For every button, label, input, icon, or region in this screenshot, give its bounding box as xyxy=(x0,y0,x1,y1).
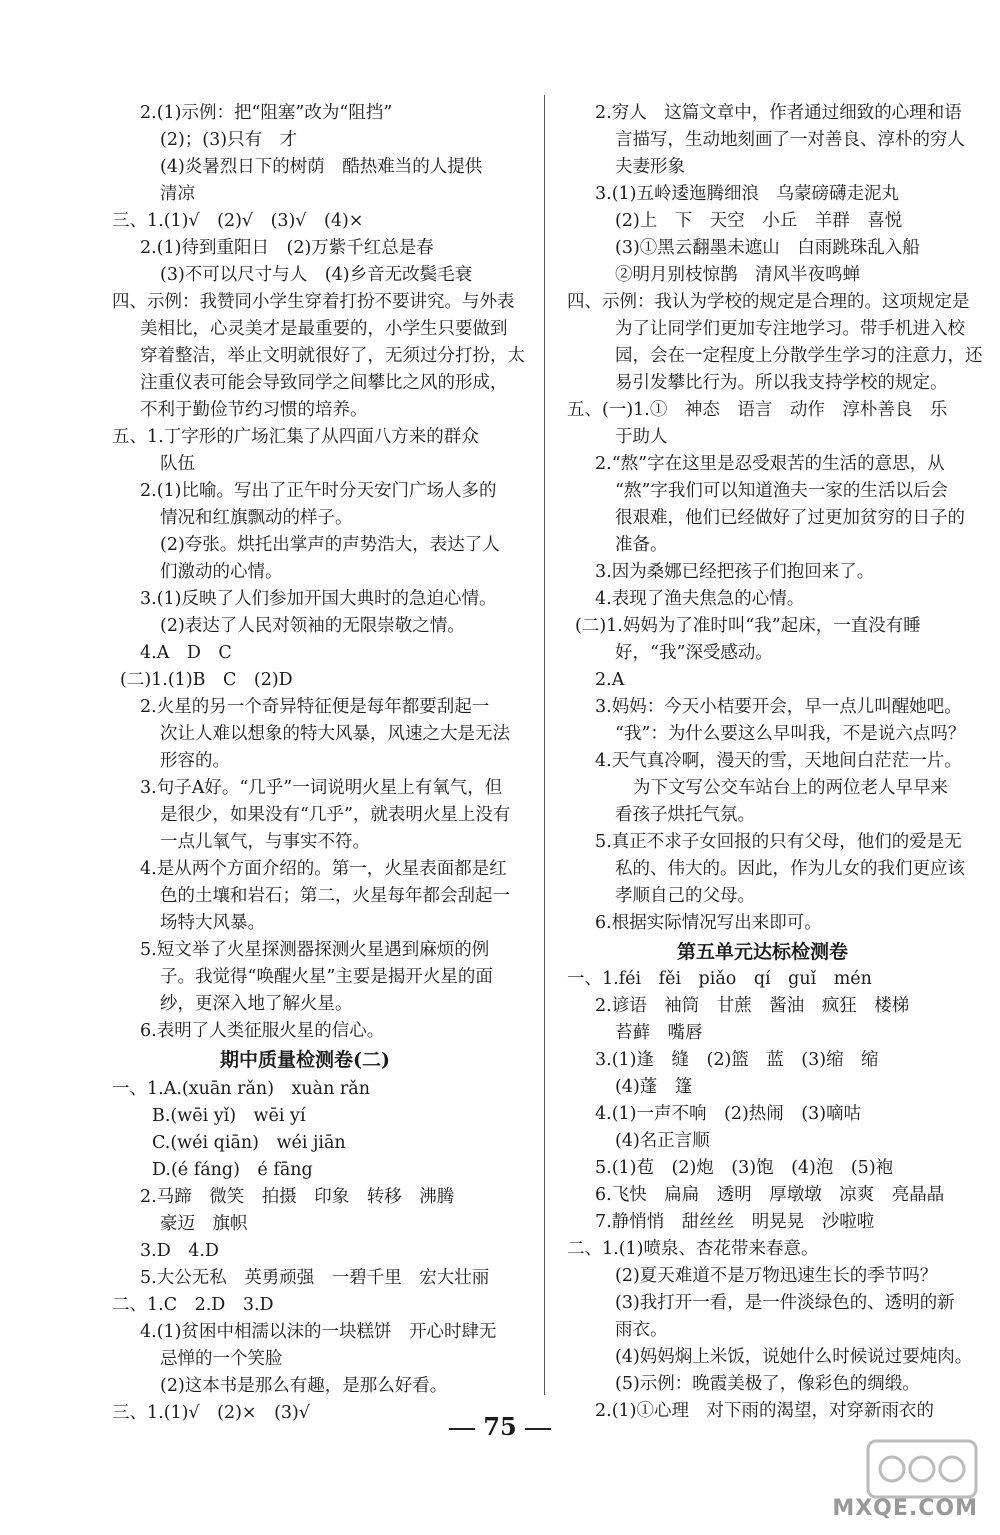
text-line: 园，会在一定程度上分散学生学习的注意力，还 xyxy=(615,346,983,366)
text-line: 四、示例：我赞同小学生穿着打扮不要讲究。与外表 xyxy=(112,292,515,312)
text-line: 2.“熬”字在这里是忍受艰苦的生活的意思，从 xyxy=(595,454,945,474)
text-line: 豪迈 旗帜 xyxy=(160,1214,248,1234)
text-line: B.(wēi yǐ) wēi yí xyxy=(152,1106,306,1126)
text-line: 易引发攀比行为。所以我支持学校的规定。 xyxy=(615,373,948,393)
text-line: D.(é fáng) é fāng xyxy=(152,1160,313,1180)
text-line: 为下文写公交车站台上的两位老人早早来 xyxy=(633,778,948,798)
text-line: 为了让同学们更加专注地学习。带手机进入校 xyxy=(615,319,965,339)
text-line: 五、(一)1.① 神态 语言 动作 淳朴善良 乐 xyxy=(567,400,948,420)
text-line: 6.表明了人类征服火星的信心。 xyxy=(140,1021,385,1041)
text-line: 2.火星的另一个奇异特征便是每年都要刮起一 xyxy=(140,697,490,717)
text-line: 2.(1)①心理 对下雨的渴望，对穿新雨衣的 xyxy=(595,1401,934,1421)
text-line: ②明月别枝惊鹊 清风半夜鸣蝉 xyxy=(615,265,860,285)
text-line: (4)炎暑烈日下的树荫 酷热难当的人提供 xyxy=(160,157,483,177)
text-line: 2.谚语 袖筒 甘蔗 酱油 疯狂 楼梯 xyxy=(595,996,910,1016)
text-line: 美相比，心灵美才是最重要的，小学生只要做到 xyxy=(140,319,508,339)
text-line: (2)夏天难道不是万物迅速生长的季节吗？ xyxy=(615,1266,938,1286)
text-line: (5)示例：晚霞美极了，像彩色的绸缎。 xyxy=(615,1374,920,1394)
text-line: 穿着整洁，举止文明就很好了，无须过分打扮，太 xyxy=(140,346,525,366)
text-line: C.(wéi qiān) wéi jiān xyxy=(152,1133,346,1153)
text-line: 忌惮的一个笑脸 xyxy=(160,1349,283,1369)
text-line: “我”：为什么要这么早叫我，不是说六点吗？ xyxy=(615,724,966,744)
section-heading: 期中质量检测卷(二) xyxy=(220,1049,390,1071)
text-line: 看孩子烘托气氛。 xyxy=(615,805,755,825)
text-line: 3.D 4.D xyxy=(140,1241,219,1261)
text-line: 5.真正不求子女回报的只有父母，他们的爱是无 xyxy=(595,832,962,852)
text-line: 们激动的心情。 xyxy=(160,562,283,582)
text-line: 4.表现了渔夫焦急的心情。 xyxy=(595,589,805,609)
text-line: 四、示例：我认为学校的规定是合理的。这项规定是 xyxy=(567,292,970,312)
text-line: 好，“我”深受感动。 xyxy=(615,643,773,663)
text-line: 2.(1)待到重阳日 (2)万紫千红总是春 xyxy=(140,238,434,258)
text-line: 情况和红旗飘动的样子。 xyxy=(160,508,353,528)
text-line: 3.因为桑娜已经把孩子们抱回来了。 xyxy=(595,562,875,582)
text-line: (2)夸张。烘托出掌声的声势浩大，表达了人 xyxy=(160,535,500,555)
text-line: 苔藓 嘴唇 xyxy=(615,1023,703,1043)
text-line: 4.天气真冷啊，漫天的雪，天地间白茫茫一片。 xyxy=(595,751,962,771)
text-line: 场特大风暴。 xyxy=(160,913,265,933)
text-line: 4.A D C xyxy=(140,643,232,663)
text-line: 准备。 xyxy=(615,535,668,555)
text-line: 3.(1)反映了人们参加开国大典时的急迫心情。 xyxy=(140,589,497,609)
text-line: 3.妈妈：今天小桔要开会，早一点儿叫醒她吧。 xyxy=(595,697,962,717)
dash-left xyxy=(449,1428,475,1430)
text-line: 队伍 xyxy=(160,454,195,474)
text-line: 纱，更深入地了解火星。 xyxy=(160,994,353,1014)
text-line: 2.(1)比喻。写出了正午时分天安门广场人多的 xyxy=(140,481,497,501)
text-line: 3.句子A好。“几乎”一词说明火星上有氧气，但 xyxy=(140,778,503,798)
dash-right xyxy=(525,1428,551,1430)
text-line: (4)蓬 篷 xyxy=(615,1077,693,1097)
text-line: 夫妻形象 xyxy=(615,157,685,177)
text-line: 五、1.丁字形的广场汇集了从四面八方来的群众 xyxy=(112,427,479,447)
text-line: 孝顺自己的父母。 xyxy=(615,886,755,906)
text-line: 5.(1)苞 (2)炮 (3)饱 (4)泡 (5)袍 xyxy=(595,1158,894,1178)
text-line: 次让人难以想象的特大风暴，风速之大是无法 xyxy=(160,724,510,744)
text-line: 色的土壤和岩石；第二，火星每年都会刮起一 xyxy=(160,886,510,906)
text-line: 雨衣。 xyxy=(615,1320,668,1340)
text-line: “熬”字我们可以知道渔夫一家的生活以后会 xyxy=(615,481,948,501)
text-line: 三、1.(1)√ (2)× (3)√ xyxy=(112,1403,311,1423)
text-line: (3)我打开一看，是一件淡绿色的、透明的新 xyxy=(615,1293,955,1313)
text-line: 于助人 xyxy=(615,427,668,447)
text-line: 7.静悄悄 甜丝丝 明晃晃 沙啦啦 xyxy=(595,1212,875,1232)
text-line: 3.(1)逢 缝 (2)篮 蓝 (3)缩 缩 xyxy=(595,1050,879,1070)
text-line: (二)1.(1)B C (2)D xyxy=(120,670,293,690)
text-line: 6.根据实际情况写出来即可。 xyxy=(595,913,822,933)
text-line: 3.(1)五岭逶迤腾细浪 乌蒙磅礴走泥丸 xyxy=(595,184,899,204)
text-line: 一、1.A.(xuān rǎn) xuàn rǎn xyxy=(112,1079,371,1099)
text-line: 5.大公无私 英勇顽强 一碧千里 宏大壮丽 xyxy=(140,1268,490,1288)
text-line: 5.短文举了火星探测器探测火星遇到麻烦的例 xyxy=(140,940,490,960)
text-line: 2.穷人 这篇文章中，作者通过细致的心理和语 xyxy=(595,103,962,123)
text-line: (3)不可以尺寸与人 (4)乡音无改鬓毛衰 xyxy=(160,265,473,285)
text-line: 是很少，如果没有“几乎”，就表明火星上没有 xyxy=(160,805,511,825)
column-divider xyxy=(544,95,545,1395)
text-line: 2.(1)示例：把“阻塞”改为“阻挡” xyxy=(140,103,393,123)
section-heading: 第五单元达标检测卷 xyxy=(677,941,849,963)
text-line: 一、1.féi fěi piǎo qí guǐ mén xyxy=(567,969,872,989)
text-line: 2.A xyxy=(595,670,625,690)
text-line: 形容的。 xyxy=(160,751,230,771)
text-line: 注重仪表可能会导致同学之间攀比之风的形成， xyxy=(140,373,508,393)
text-line: 一点儿氧气，与事实不符。 xyxy=(160,832,370,852)
text-line: 二、1.(1)喷泉、杏花带来春意。 xyxy=(567,1239,819,1259)
text-line: 二、1.C 2.D 3.D xyxy=(112,1295,274,1315)
text-line: (2)上 下 天空 小丘 羊群 喜悦 xyxy=(615,211,903,231)
text-line: 6.飞快 扁扁 透明 厚墩墩 凉爽 亮晶晶 xyxy=(595,1185,945,1205)
text-line: (2)表达了人民对领袖的无限崇敬之情。 xyxy=(160,616,465,636)
text-line: 很艰难，他们已经做好了过更加贫穷的日子的 xyxy=(615,508,965,528)
text-line: 不利于勤俭节约习惯的培养。 xyxy=(140,400,368,420)
text-line: 4.(1)贫困中相濡以沫的一块糕饼 开心时肆无 xyxy=(140,1322,497,1342)
text-line: (4)妈妈焖上米饭，说她什么时候说过要炖肉。 xyxy=(615,1347,973,1367)
watermark-text: MXQE.COM xyxy=(832,1496,978,1521)
page-number xyxy=(0,1412,1000,1441)
text-line: 4.(1)一声不响 (2)热闹 (3)嘀咕 xyxy=(595,1104,862,1124)
text-line: (2)这本书是那么有趣，是那么好看。 xyxy=(160,1376,448,1396)
text-line: (2)；(3)只有 才 xyxy=(160,130,298,150)
text-line: 私的、伟大的。因此，作为儿女的我们更应该 xyxy=(615,859,965,879)
text-line: 子。我觉得“唤醒火星”主要是揭开火星的面 xyxy=(160,967,493,987)
text-line: 4.是从两个方面介绍的。第一，火星表面都是红 xyxy=(140,859,507,879)
text-line: 清凉 xyxy=(160,184,195,204)
text-line: (3)①黑云翻墨未遮山 白雨跳珠乱入船 xyxy=(615,238,920,258)
page-number-text: 75 xyxy=(483,1412,517,1441)
text-line: 2.马蹄 微笑 拍摄 印象 转移 沸腾 xyxy=(140,1187,455,1207)
text-line: 三、1.(1)√ (2)√ (3)√ (4)× xyxy=(112,211,364,231)
text-line: (4)名正言顺 xyxy=(615,1131,710,1151)
text-line: 言描写，生动地刻画了一对善良、淳朴的穷人 xyxy=(615,130,965,150)
text-line: (二)1.妈妈为了准时叫“我”起床，一直没有睡 xyxy=(575,616,921,636)
